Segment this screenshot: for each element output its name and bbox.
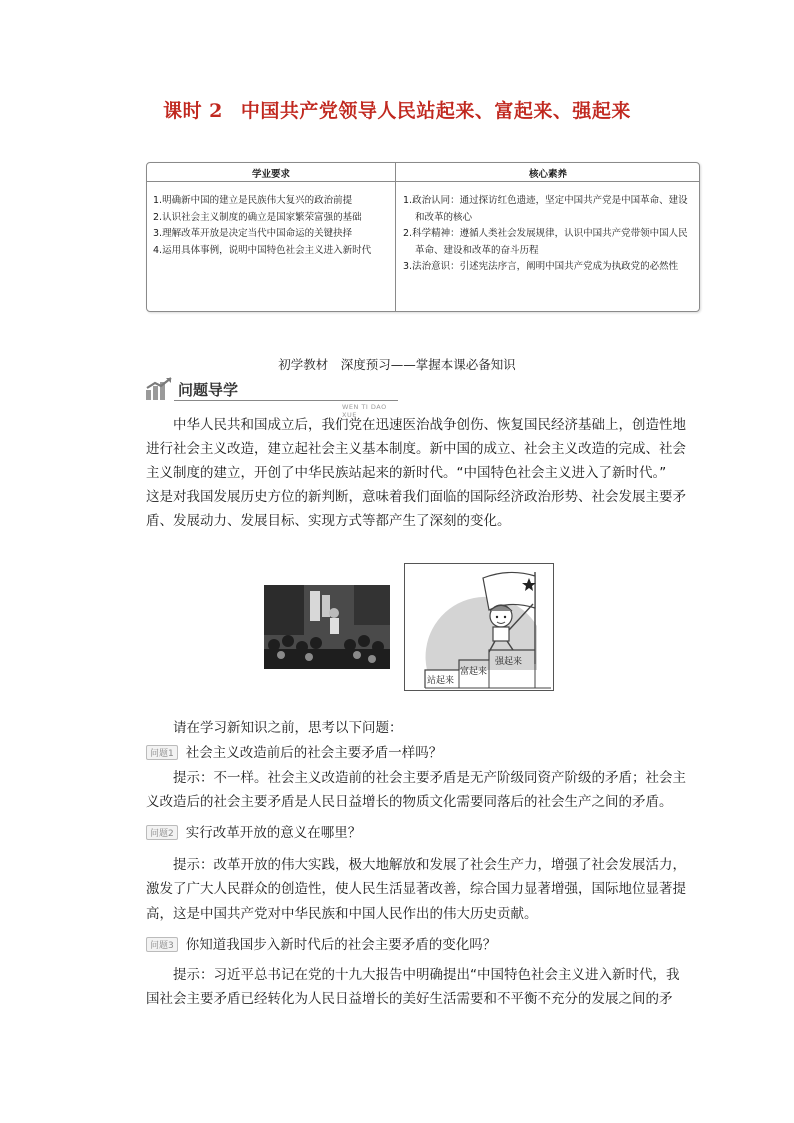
question-item	[146, 741, 442, 761]
question-tag: 问题1	[146, 745, 178, 760]
intro-line: 主义制度的建立，开创了中华民族站起来的新时代。“中国特色社会主义进入了新时代。”	[146, 465, 667, 481]
requirements-list	[153, 193, 391, 259]
question-text: 你知道我国步入新时代后的社会主要矛盾的变化吗？	[185, 937, 497, 953]
hint-line: 激发了广大人民群众的创造性，使人民生活显著改善，综合国力显著增强，国际地位显著提	[146, 881, 686, 897]
hint-line: 提示：习近平总书记在党的十九大报告中明确提出“中国特色社会主义进入新时代，我	[173, 967, 680, 983]
requirement-item: 1.明确新中国的建立是民族伟大复兴的政治前提	[153, 195, 353, 206]
lesson-number: 课时 2	[163, 100, 223, 122]
question-item	[146, 821, 361, 841]
question-text: 实行改革开放的意义在哪里？	[185, 825, 362, 841]
hint-line: 提示：不一样。社会主义改造前的社会主要矛盾是无产阶级同资产阶级的矛盾；社会主	[173, 770, 686, 786]
badge-underline	[174, 400, 398, 401]
intro-line: 中华人民共和国成立后，我们党在迅速医治战争创伤、恢复国民经济基础上，创造性地	[173, 417, 686, 433]
question-text: 社会主义改造前后的社会主要矛盾一样吗？	[185, 745, 443, 761]
competency-item: 3.法治意识：引述宪法序言，阐明中国共产党成为执政党的必然性	[403, 261, 679, 272]
step-label-stand-up: 站起来	[427, 676, 455, 686]
hint-line: 义改造后的社会主要矛盾是人民日益增长的物质文化需要同落后的社会生产之间的矛盾。	[146, 794, 673, 810]
lesson-title: 中国共产党领导人民站起来、富起来、强起来	[240, 100, 631, 122]
hint-line: 提示：改革开放的伟大实践，极大地解放和发展了社会生产力，增强了社会发展活力，	[173, 857, 686, 873]
photo-crowd-graphic	[264, 585, 390, 669]
historical-photo	[264, 585, 390, 669]
intro-line: 进行社会主义改造，建立起社会主义基本制度。新中国的成立、社会主义改造的完成、社会	[146, 441, 686, 457]
cartoon-graphic	[405, 564, 553, 690]
question-tag: 问题3	[146, 937, 178, 952]
competencies-list	[403, 193, 695, 276]
requirements-table	[146, 162, 700, 312]
header-academic-requirements: 学业要求	[251, 169, 290, 180]
requirement-item: 4.运用具体事例，说明中国特色社会主义进入新时代	[153, 244, 372, 256]
section-badge	[146, 376, 398, 419]
competency-item: 2.科学精神：遵循人类社会发展规律，认识中国共产党带领中国人民革命、建设和改革的奋斗历程	[403, 228, 688, 256]
step-label-get-rich: 富起来	[460, 667, 488, 677]
trend-chart-icon	[146, 376, 174, 400]
question-item	[146, 933, 496, 953]
prompt-text: 请在学习新知识之前，思考以下问题：	[173, 720, 403, 736]
section-heading: 初学教材 深度预习——掌握本课必备知识	[278, 357, 516, 372]
intro-line: 盾、发展动力、发展目标、实现方式等都产生了深刻的变化。	[146, 513, 511, 529]
page-title	[0, 96, 794, 123]
table-divider	[395, 163, 396, 311]
table-header	[147, 163, 699, 182]
badge-pinyin: WEN TI DAO XUE	[342, 403, 387, 419]
badge-label: 问题导学	[178, 381, 239, 399]
competency-item: 1.政治认同：通过探访红色遗迹，坚定中国共产党是中国革命、建设和改革的核心	[403, 195, 688, 223]
requirement-item: 2.认识社会主义制度的确立是国家繁荣富强的基础	[153, 211, 362, 223]
hint-line: 国社会主要矛盾已经转化为人民日益增长的美好生活需要和不平衡不充分的发展之间的矛	[146, 991, 673, 1007]
hint-line: 高，这是中国共产党对中华民族和中国人民作出的伟大历史贡献。	[146, 906, 538, 922]
requirement-item: 3.理解改革开放是决定当代中国命运的关键抉择	[153, 228, 353, 239]
intro-paragraph	[146, 413, 686, 533]
question-tag: 问题2	[146, 825, 178, 840]
stairs-cartoon	[404, 563, 554, 691]
intro-line: 这是对我国发展历史方位的新判断，意味着我们面临的国际经济政治形势、社会发展主要矛	[146, 489, 686, 505]
header-core-competencies: 核心素养	[528, 169, 567, 180]
step-label-get-strong: 强起来	[495, 657, 523, 667]
